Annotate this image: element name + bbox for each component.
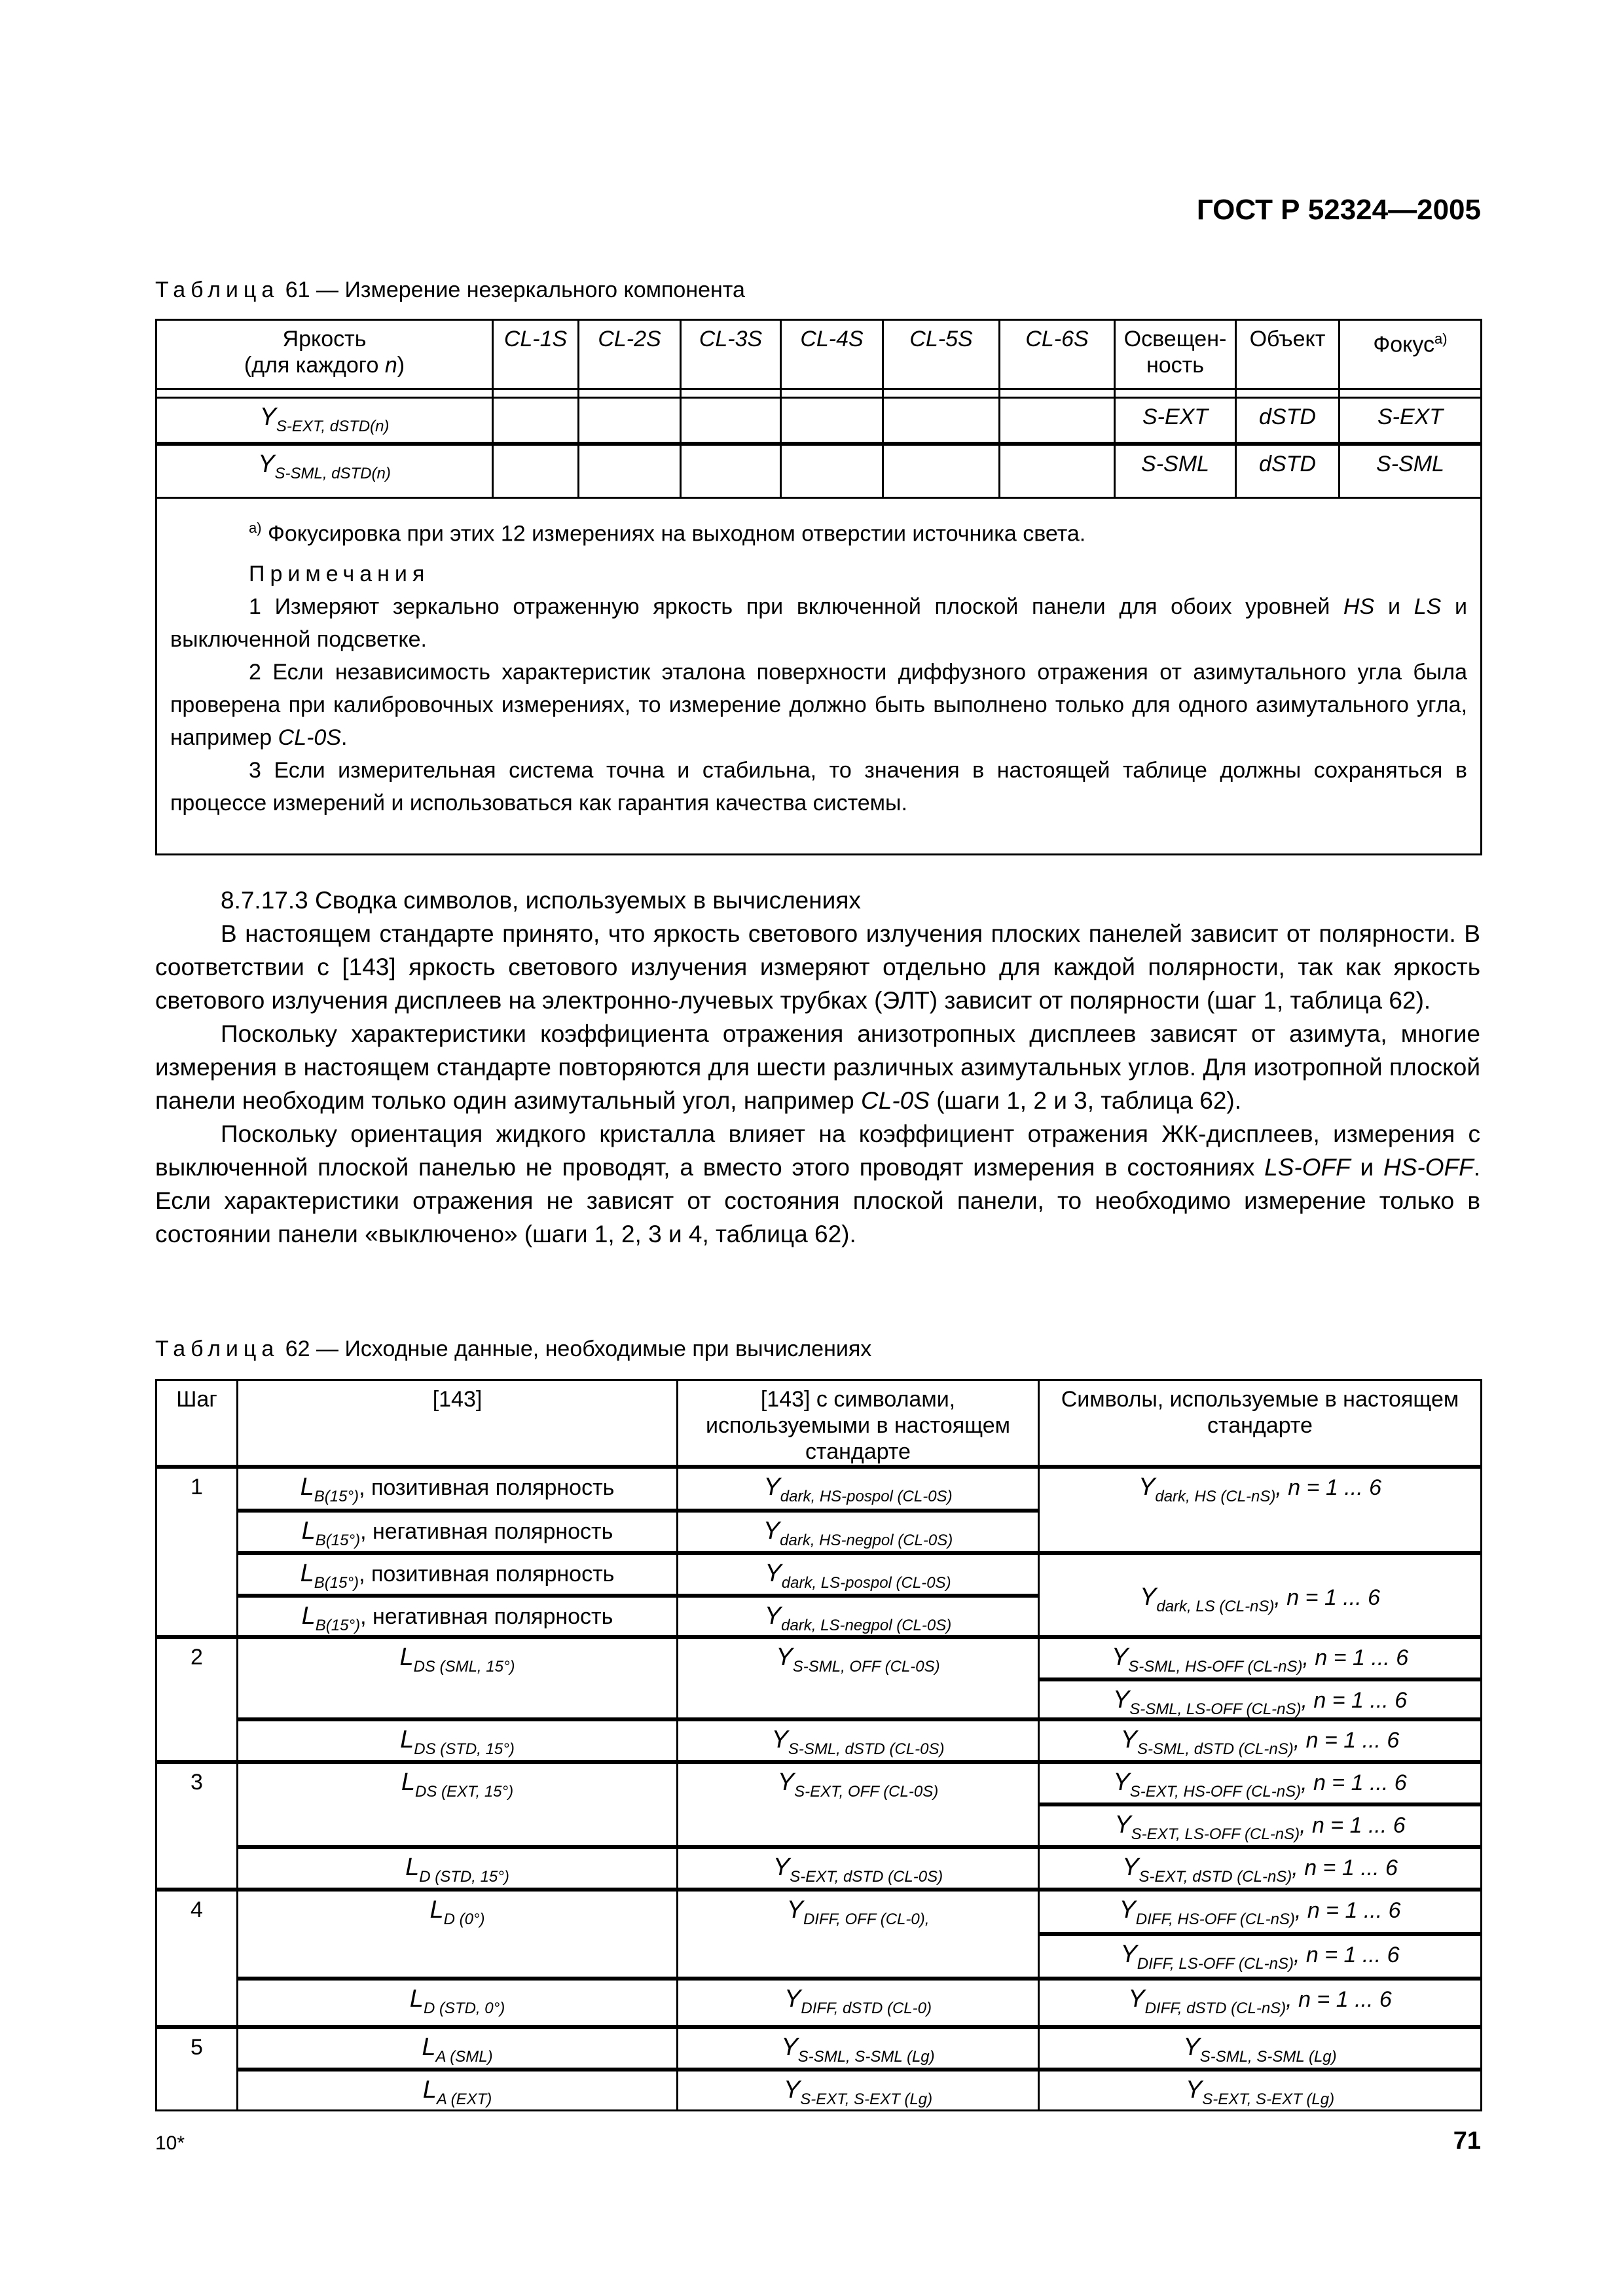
- table-header-row: [156, 1380, 1482, 1466]
- header-cl4: CL-4S: [781, 320, 883, 389]
- table-row: $L_{B(15^\circ)}$, негативная полярность $Y_{dark, LS-negpol (CL-0S)}$: [156, 1596, 1482, 1637]
- table-row: $L_{A (EXT)}$ $Y_{S-EXT, S-EXT (Lg)}$ $Y_{S-EXT, S-EXT (Lg)}$: [156, 2070, 1482, 2111]
- header-brightness: Яркость (для каждого n): [156, 320, 493, 389]
- step-number: 5: [156, 2027, 238, 2111]
- header-focus: Фокус$^{а)}$: [1340, 320, 1482, 389]
- table-row: 5 $L_{A (SML)}$ $Y_{S-SML, S-SML (Lg)}$ $Y_{S-SML, S-SML (Lg)}$: [156, 2027, 1482, 2070]
- section-body: [155, 884, 1480, 1251]
- header-cl3: CL-3S: [681, 320, 781, 389]
- table-row: [156, 444, 1482, 498]
- paragraph: Поскольку ориентация жидкого кристалла влияет на коэффициент отражения ЖК-дисплеев, измерения с выключенной плоской панелью не проводят, а вместо этого проводят измерения в состояниях LS-OFF и HS-OFF. Если характеристики отражения не зависят от состояния плоской панели, то необходимо измерение только в состоянии панели «выключено» (шаги 1, 2, 3 и 4, таблица 62).: [155, 1121, 1480, 1247]
- table-row: 2 $L_{DS (SML, 15^\circ)}$ $Y_{S-SML, OFF (CL-0S)}$ $Y_{S-SML, HS-OFF (CL-nS)}$, n = 1 ... 6: [156, 1637, 1482, 1679]
- table61-caption: [155, 278, 745, 303]
- cell-focus: S-SML: [1340, 444, 1482, 498]
- table-row: $L_{DS (STD, 15^\circ)}$ $Y_{S-SML, dSTD (CL-0S)}$ $Y_{S-SML, dSTD (CL-nS)}$, n = 1 ... 6: [156, 1719, 1482, 1762]
- step-number: 4: [156, 1890, 238, 2027]
- cell-object: dSTD: [1236, 444, 1340, 498]
- notes-title: Примечания: [249, 562, 430, 587]
- cell-object: dSTD: [1236, 398, 1340, 444]
- header-cl5: CL-5S: [883, 320, 1000, 389]
- table-header-row: [156, 320, 1482, 389]
- cell-illum: S-EXT: [1115, 398, 1236, 444]
- spacer-row: [156, 389, 1482, 398]
- table-row: $L_{D (STD, 0^\circ)}$ $Y_{DIFF, dSTD (CL-0)}$ $Y_{DIFF, dSTD (CL-nS)}$, n = 1 ... 6: [156, 1979, 1482, 2027]
- footer-signature-mark: 10*: [155, 2132, 185, 2154]
- table-62: [155, 1379, 1482, 2111]
- section-title: 8.7.17.3 Сводка символов, используемых в вычислениях: [221, 887, 861, 914]
- table-row: 3 $L_{DS (EXT, 15^\circ)}$ $Y_{S-EXT, OFF (CL-0S)}$ $Y_{S-EXT, HS-OFF (CL-nS)}$, n = 1 ... 6: [156, 1762, 1482, 1804]
- table-row: $L_{D (STD, 15^\circ)}$ $Y_{S-EXT, dSTD (CL-0S)}$ $Y_{S-EXT, dSTD (CL-nS)}$, n = 1 ... 6: [156, 1847, 1482, 1890]
- header-step: Шаг: [156, 1380, 238, 1466]
- header-illum: Освещен-ность: [1115, 320, 1236, 389]
- caption-prefix: Таблица: [155, 278, 280, 302]
- paragraph: В настоящем стандарте принято, что яркость светового излучения плоских панелей зависит от полярности. В соответствии с [143] яркость светового излучения измеряют отдельно для каждой полярности, так как яркость светового излучения дисплеев на электронно-лучевых трубках (ЭЛТ) зависит от полярности (шаг 1, таблица 62).: [155, 920, 1480, 1014]
- caption-text: 61 — Измерение незеркального компонента: [285, 278, 745, 302]
- footnote: $^{а)}$ Фокусировка при этих 12 измерениях на выходном отверстии источника света.: [249, 520, 1086, 547]
- table-row: 1 $L_{B(15^\circ)}$, позитивная полярность $Y_{dark, HS-pospol (CL-0S)}$ $Y_{dark, HS (CL-nS)}$, n = 1 ... 6: [156, 1468, 1482, 1511]
- cell-symbol: $Y_{S-EXT, dSTD(n)}$: [156, 398, 493, 444]
- header-cl6: CL-6S: [1000, 320, 1115, 389]
- header-cl1: CL-1S: [493, 320, 579, 389]
- header-cl2: CL-2S: [579, 320, 681, 389]
- table-row: $Y_{DIFF, LS-OFF (CL-nS)}$, n = 1 ... 6: [156, 1934, 1482, 1979]
- step-number: 2: [156, 1637, 238, 1762]
- note-2: 2 Если независимость характеристик эталона поверхности диффузного отражения от азимутального угла была проверена при калибровочных измерениях, то измерение должно быть выполнено только для одного азимутального угла, например CL-0S.: [170, 660, 1467, 751]
- cell-symbol: $Y_{S-SML, dSTD(n)}$: [156, 444, 493, 498]
- table-row: $Y_{S-SML, LS-OFF (CL-nS)}$, n = 1 ... 6: [156, 1679, 1482, 1719]
- table-row: $Y_{S-EXT, LS-OFF (CL-nS)}$, n = 1 ... 6: [156, 1804, 1482, 1847]
- header-symbols: Символы, используемые в настоящем стандарте: [1039, 1380, 1482, 1466]
- step-number: 1: [156, 1468, 238, 1637]
- table62-caption: Таблица 62 — Исходные данные, необходимые при вычислениях: [155, 1336, 872, 1361]
- table-row: 4 $L_{D (0^\circ)}$ $Y_{DIFF, OFF (CL-0),}$ $Y_{DIFF, HS-OFF (CL-nS)}$, n = 1 ... 6: [156, 1890, 1482, 1934]
- paragraph: Поскольку характеристики коэффициента отражения анизотропных дисплеев зависят от азимута, многие измерения в настоящем стандарте повторяются для шести различных азимутальных углов. Для изотропной плоской панели необходим только один азимутальный угол, например CL-0S (шаги 1, 2 и 3, таблица 62).: [155, 1020, 1480, 1114]
- table-row: [156, 398, 1482, 444]
- header-object: Объект: [1236, 320, 1340, 389]
- table-61: [155, 319, 1482, 855]
- table-row: $L_{B(15^\circ)}$, позитивная полярность $Y_{dark, LS-pospol (CL-0S)}$ $Y_{dark, LS (CL-nS)}$, n = 1 ... 6: [156, 1553, 1482, 1596]
- table-notes: [156, 498, 1482, 855]
- note-3: 3 Если измерительная система точна и стабильна, то значения в настоящей таблице должны сохраняться в процессе измерений и использоваться как гарантия качества системы.: [170, 758, 1467, 816]
- document-header: ГОСТ Р 52324—2005: [1196, 194, 1481, 226]
- cell-illum: S-SML: [1115, 444, 1236, 498]
- step-number: 3: [156, 1762, 238, 1890]
- header-143-symbols: [143] с символами, используемыми в настоящем стандарте: [678, 1380, 1039, 1466]
- table-row: $L_{B(15^\circ)}$, негативная полярность $Y_{dark, HS-negpol (CL-0S)}$: [156, 1511, 1482, 1553]
- header-143: [143]: [238, 1380, 678, 1466]
- note-1: 1 Измеряют зеркально отраженную яркость при включенной плоской панели для обоих уровней HS и LS и выключенной подсветке.: [170, 594, 1467, 653]
- page-number: 71: [1453, 2127, 1481, 2155]
- notes-row: [156, 498, 1482, 855]
- cell-focus: S-EXT: [1340, 398, 1482, 444]
